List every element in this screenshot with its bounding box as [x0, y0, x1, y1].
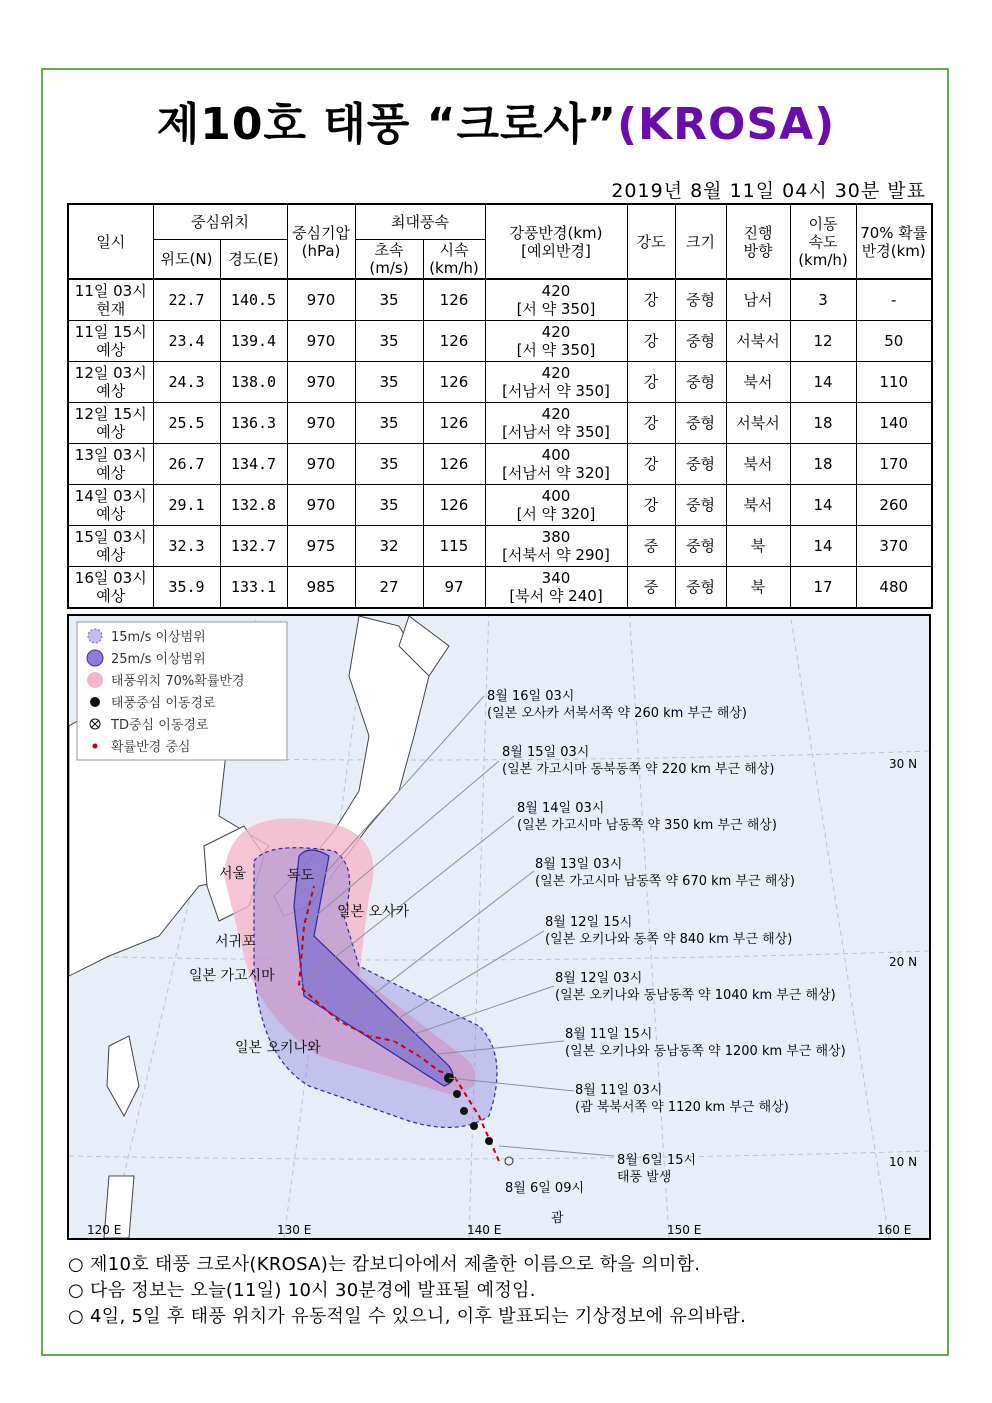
note-2: ○ 다음 정보는 오늘(11일) 10시 30분경에 발표될 예정임.	[68, 1280, 536, 1301]
cell-lon: 132.8	[220, 485, 287, 526]
cell-direction: 북서	[726, 361, 790, 402]
cell-pressure: 970	[287, 279, 355, 320]
cell-prob: 260	[856, 485, 932, 526]
table-row	[68, 361, 932, 402]
cell-speed: 12	[790, 320, 856, 361]
col-lon: 경도(E)	[220, 240, 287, 280]
track-label-desc: (일본 오키나와 동남동쪽 약 1040 km 부근 해상)	[555, 988, 836, 1003]
cell-size: 중형	[675, 444, 726, 485]
cell-lat: 35.9	[153, 567, 220, 608]
track-label-date: 8월 11일 15시	[565, 1027, 653, 1042]
typhoon-info-table	[67, 203, 933, 609]
lon-label: 150 E	[667, 1223, 702, 1237]
legend-label: 태풍위치 70%확률반경	[111, 674, 245, 689]
table-row	[68, 279, 932, 320]
cell-speed: 18	[790, 402, 856, 443]
cell-speed: 3	[790, 279, 856, 320]
cell-kmh: 97	[423, 567, 485, 608]
cell-intensity: 강	[627, 485, 675, 526]
place-seogwipo: 서귀포	[215, 934, 256, 950]
pink-circle-icon	[87, 672, 103, 688]
cell-lat: 23.4	[153, 320, 220, 361]
cell-lon: 138.0	[220, 361, 287, 402]
track-label-desc: (괌 북북서쪽 약 1120 km 부근 해상)	[575, 1100, 789, 1115]
cell-lat: 25.5	[153, 402, 220, 443]
cell-radius: 420 [서남서 약 350]	[485, 361, 627, 402]
place-okinawa: 일본 오키나와	[235, 1040, 321, 1056]
cell-speed: 14	[790, 485, 856, 526]
cell-direction: 북	[726, 526, 790, 567]
cell-prob: 140	[856, 402, 932, 443]
typhoon-symbol-icon	[90, 697, 100, 707]
cell-direction: 북서	[726, 444, 790, 485]
cell-kmh: 126	[423, 485, 485, 526]
col-max-wind: 최대풍속	[355, 204, 485, 240]
cell-lon: 136.3	[220, 402, 287, 443]
cell-size: 중형	[675, 361, 726, 402]
cell-lon: 139.4	[220, 320, 287, 361]
cell-lat: 26.7	[153, 444, 220, 485]
col-direction: 진행 방향	[726, 204, 790, 279]
lon-label: 140 E	[467, 1223, 502, 1237]
cell-lon: 140.5	[220, 279, 287, 320]
cell-radius: 400 [서남서 약 320]	[485, 444, 627, 485]
cell-lat: 32.3	[153, 526, 220, 567]
track-label-date: 8월 12일 15시	[545, 915, 633, 930]
cell-radius: 420 [서 약 350]	[485, 320, 627, 361]
table-row	[68, 485, 932, 526]
cell-prob: 50	[856, 320, 932, 361]
place-guam: 괌	[551, 1211, 564, 1226]
cell-intensity: 강	[627, 361, 675, 402]
col-intensity: 강도	[627, 204, 675, 279]
note-3: ○ 4일, 5일 후 태풍 위치가 유동적일 수 있으니, 이후 발표되는 기상정보에 유의바람.	[68, 1306, 747, 1327]
cell-prob: 480	[856, 567, 932, 608]
cell-kmh: 115	[423, 526, 485, 567]
track-label-date: 8월 15일 03시	[502, 745, 590, 760]
notes	[68, 1252, 746, 1330]
cell-intensity: 강	[627, 402, 675, 443]
cell-direction: 서북서	[726, 402, 790, 443]
cell-time: 16일 03시 예상	[68, 567, 153, 608]
legend-label: TD중심 이동경로	[111, 718, 209, 733]
td-position	[505, 1157, 513, 1165]
cell-kmh: 126	[423, 402, 485, 443]
cell-radius: 380 [서북서 약 290]	[485, 526, 627, 567]
cell-pressure: 970	[287, 320, 355, 361]
track-label-desc: (일본 오키나와 동쪽 약 840 km 부근 해상)	[545, 932, 793, 947]
cell-ms: 27	[355, 567, 423, 608]
col-gale-radius: 강풍반경(km) [예외반경]	[485, 204, 627, 279]
cell-time: 11일 15시 예상	[68, 320, 153, 361]
title-main: 제10호 태풍 “크로사”	[156, 99, 617, 150]
legend-label: 확률반경 중심	[111, 740, 191, 755]
cell-lat: 29.1	[153, 485, 220, 526]
legend-label: 태풍중심 이동경로	[111, 696, 216, 711]
cell-time: 15일 03시 예상	[68, 526, 153, 567]
cell-pressure: 970	[287, 361, 355, 402]
cell-direction: 서북서	[726, 320, 790, 361]
col-speed: 이동 속도 (km/h)	[790, 204, 856, 279]
lon-label: 120 E	[87, 1223, 122, 1237]
typhoon-track-map	[67, 614, 931, 1240]
track-label-date: 8월 16일 03시	[487, 689, 575, 704]
cell-ms: 35	[355, 320, 423, 361]
table-row	[68, 526, 932, 567]
cell-time: 13일 03시 예상	[68, 444, 153, 485]
cell-ms: 35	[355, 485, 423, 526]
legend-label: 25m/s 이상범위	[111, 652, 206, 667]
cell-lon: 133.1	[220, 567, 287, 608]
cell-speed: 18	[790, 444, 856, 485]
col-prob-radius: 70% 확률 반경(km)	[856, 204, 932, 279]
place-kagoshima: 일본 가고시마	[189, 968, 275, 984]
cell-pressure: 970	[287, 485, 355, 526]
note-1: ○ 제10호 태풍 크로사(KROSA)는 캄보디아에서 제출한 이름으로 학을 의미함.	[68, 1254, 701, 1275]
col-ms: 초속 (m/s)	[355, 240, 423, 280]
track-label-desc: (일본 가고시마 남동쪽 약 670 km 부근 해상)	[535, 874, 795, 889]
cell-lat: 22.7	[153, 279, 220, 320]
cell-size: 중형	[675, 567, 726, 608]
cell-pressure: 970	[287, 402, 355, 443]
cell-intensity: 중	[627, 567, 675, 608]
cell-prob: 370	[856, 526, 932, 567]
cell-direction: 북서	[726, 485, 790, 526]
track-label-date: 8월 13일 03시	[535, 857, 623, 872]
cell-ms: 35	[355, 444, 423, 485]
place-osaka: 일본 오사카	[337, 904, 410, 920]
place-dokdo: 독도	[287, 868, 315, 884]
cell-ms: 35	[355, 279, 423, 320]
cell-ms: 32	[355, 526, 423, 567]
page-title	[0, 88, 992, 152]
track-label-desc: (일본 오키나와 동남동쪽 약 1200 km 부근 해상)	[565, 1044, 846, 1059]
legend-label: 15m/s 이상범위	[111, 630, 206, 645]
track-label-date: 8월 14일 03시	[517, 801, 605, 816]
track-label-desc: (일본 가고시마 동북동쪽 약 220 km 부근 해상)	[502, 762, 775, 777]
lon-label: 130 E	[277, 1223, 312, 1237]
track-label-desc: (일본 가고시마 남동쪽 약 350 km 부근 해상)	[517, 818, 777, 833]
cell-time: 12일 15시 예상	[68, 402, 153, 443]
cell-prob: 110	[856, 361, 932, 402]
cell-lat: 24.3	[153, 361, 220, 402]
table-row	[68, 567, 932, 608]
track-label-date: 8월 12일 03시	[555, 971, 643, 986]
cell-size: 중형	[675, 402, 726, 443]
cell-prob: -	[856, 279, 932, 320]
cell-lon: 132.7	[220, 526, 287, 567]
col-time: 일시	[68, 204, 153, 279]
cell-lon: 134.7	[220, 444, 287, 485]
cell-prob: 170	[856, 444, 932, 485]
title-english: (KROSA)	[616, 99, 836, 150]
dashed-circle-icon	[88, 629, 102, 643]
cell-kmh: 126	[423, 361, 485, 402]
cell-radius: 420 [서남서 약 350]	[485, 402, 627, 443]
col-center-pos: 중심위치	[153, 204, 287, 240]
cell-size: 중형	[675, 485, 726, 526]
table-row	[68, 402, 932, 443]
cell-speed: 17	[790, 567, 856, 608]
cell-pressure: 985	[287, 567, 355, 608]
cell-size: 중형	[675, 526, 726, 567]
track-label-date: 8월 6일 15시	[617, 1153, 697, 1168]
col-size: 크기	[675, 204, 726, 279]
lat-label: 10 N	[889, 1155, 918, 1169]
track-label-date: 8월 11일 03시	[575, 1083, 663, 1098]
cell-speed: 14	[790, 526, 856, 567]
lat-label: 30 N	[889, 757, 918, 771]
cell-intensity: 중	[627, 526, 675, 567]
lat-label: 20 N	[889, 955, 918, 969]
cell-time: 12일 03시 예상	[68, 361, 153, 402]
cell-intensity: 강	[627, 444, 675, 485]
track-label-date: 8월 6일 09시	[505, 1181, 585, 1196]
cell-direction: 남서	[726, 279, 790, 320]
cell-speed: 14	[790, 361, 856, 402]
cell-kmh: 126	[423, 444, 485, 485]
cell-pressure: 970	[287, 444, 355, 485]
track-label-desc: 태풍 발생	[617, 1170, 672, 1185]
cell-pressure: 975	[287, 526, 355, 567]
cell-kmh: 126	[423, 279, 485, 320]
col-pressure: 중심기압 (hPa)	[287, 204, 355, 279]
cell-intensity: 강	[627, 320, 675, 361]
cell-kmh: 126	[423, 320, 485, 361]
taiwan	[107, 1036, 139, 1116]
cell-time: 14일 03시 예상	[68, 485, 153, 526]
col-kmh: 시속 (km/h)	[423, 240, 485, 280]
red-dot-icon	[93, 744, 98, 749]
cell-size: 중형	[675, 320, 726, 361]
cell-radius: 420 [서 약 350]	[485, 279, 627, 320]
cell-ms: 35	[355, 402, 423, 443]
place-seoul: 서울	[219, 866, 247, 882]
cell-intensity: 강	[627, 279, 675, 320]
map-legend	[77, 622, 287, 760]
cell-direction: 북	[726, 567, 790, 608]
col-lat: 위도(N)	[153, 240, 220, 280]
cell-size: 중형	[675, 279, 726, 320]
track-label-desc: (일본 오사카 서북서쪽 약 260 km 부근 해상)	[487, 706, 747, 721]
cell-radius: 340 [북서 약 240]	[485, 567, 627, 608]
table-row	[68, 320, 932, 361]
issued-time: 2019년 8월 11일 04시 30분 발표	[611, 180, 926, 202]
cell-ms: 35	[355, 361, 423, 402]
table-row	[68, 444, 932, 485]
lon-label: 160 E	[877, 1223, 912, 1237]
purple-circle-icon	[87, 650, 103, 666]
cell-radius: 400 [서 약 320]	[485, 485, 627, 526]
cell-time: 11일 03시 현재	[68, 279, 153, 320]
